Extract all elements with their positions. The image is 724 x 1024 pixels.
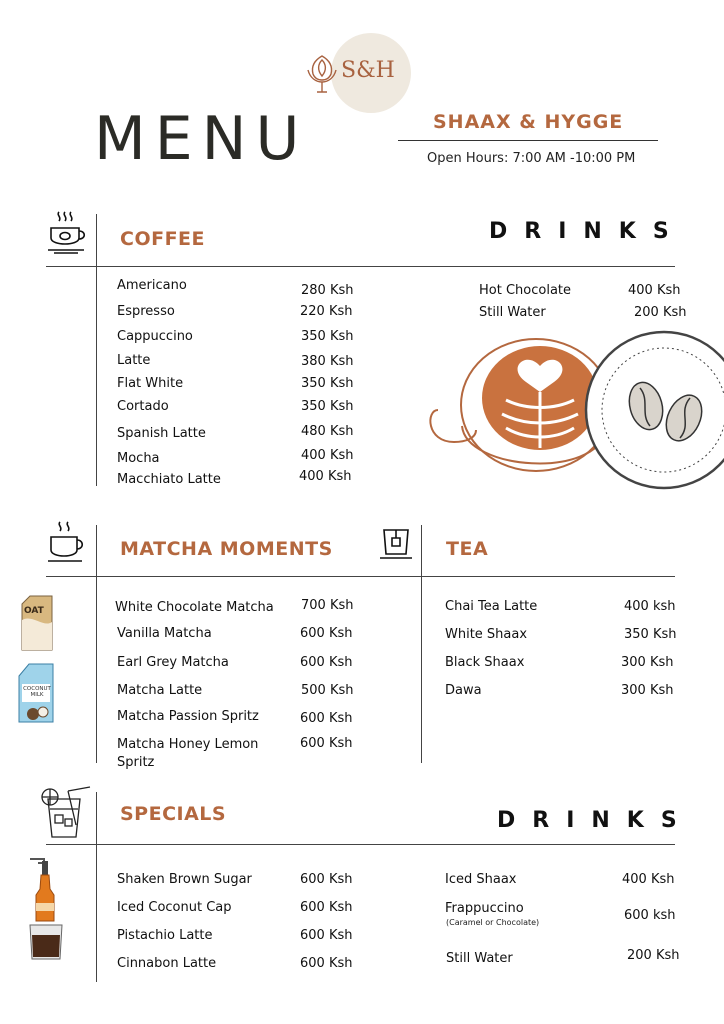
item-price: 600 Ksh — [300, 655, 353, 670]
item-price: 280 Ksh — [301, 283, 354, 298]
list-item: Macchiato Latte — [117, 472, 221, 487]
list-item: Latte — [117, 353, 151, 368]
item-price: 350 Ksh — [301, 329, 354, 344]
list-item: Iced Coconut Cap — [117, 900, 232, 915]
matcha-divider-vertical — [96, 525, 97, 763]
list-item: Frappuccino — [445, 901, 524, 916]
item-price: 400 Ksh — [301, 448, 354, 463]
list-item: Vanilla Matcha — [117, 626, 212, 641]
item-price: 350 Ksh — [301, 399, 354, 414]
iced-drink-icon — [38, 785, 94, 845]
list-item: Mocha — [117, 451, 160, 466]
list-item: Matcha Passion Spritz — [117, 709, 259, 724]
specials-divider-vertical — [96, 792, 97, 982]
coconut-milk-label: COCONUT MILK — [23, 686, 51, 698]
item-price: 300 Ksh — [621, 655, 674, 670]
item-price: 480 Ksh — [301, 424, 354, 439]
item-price: 400 Ksh — [628, 283, 681, 298]
list-item: Still Water — [446, 951, 513, 966]
list-item: Dawa — [445, 683, 482, 698]
item-price: 600 Ksh — [300, 900, 353, 915]
oat-milk-carton-icon — [18, 594, 56, 658]
item-price: 400 Ksh — [622, 872, 675, 887]
item-price: 600 Ksh — [300, 736, 353, 751]
item-price: 220 Ksh — [300, 304, 353, 319]
item-price: 600 Ksh — [300, 928, 353, 943]
list-item: Cappuccino — [117, 329, 193, 344]
item-price: 600 ksh — [624, 908, 676, 923]
specials-title: SPECIALS — [120, 803, 227, 825]
matcha-divider — [46, 576, 675, 577]
page-title: MENU — [94, 104, 309, 174]
coffee-title: COFFEE — [120, 228, 206, 250]
item-price: 500 Ksh — [301, 683, 354, 698]
item-price: 350 Ksh — [624, 627, 677, 642]
item-note: (Caramel or Chocolate) — [446, 918, 540, 927]
list-item: Chai Tea Latte — [445, 599, 538, 614]
item-price: 380 Ksh — [301, 354, 354, 369]
brand-name: SHAAX & HYGGE — [433, 111, 624, 133]
list-item: Americano — [117, 278, 187, 293]
item-price: 600 Ksh — [300, 872, 353, 887]
list-item: Iced Shaax — [445, 872, 517, 887]
list-item: Cortado — [117, 399, 169, 414]
item-price: 600 Ksh — [300, 626, 353, 641]
item-price: 200 Ksh — [634, 305, 687, 320]
list-item: Shaken Brown Sugar — [117, 872, 252, 887]
list-item: Hot Chocolate — [479, 283, 572, 298]
drinks-title-top: DRINKS — [489, 219, 686, 244]
item-price: 700 Ksh — [301, 598, 354, 613]
teacup-icon — [46, 520, 88, 568]
list-item-continued: Spritz — [117, 755, 155, 770]
list-item: Espresso — [117, 304, 175, 319]
list-item: Still Water — [479, 305, 546, 320]
item-price: 200 Ksh — [627, 948, 680, 963]
coffee-divider — [46, 266, 675, 267]
list-item: Black Shaax — [445, 655, 525, 670]
oat-label: OAT — [24, 606, 44, 616]
list-item: Pistachio Latte — [117, 928, 213, 943]
item-price: 400 ksh — [624, 599, 676, 614]
latte-art-illustration — [426, 330, 724, 499]
tea-glass-icon — [378, 524, 414, 566]
brand-divider — [398, 140, 658, 141]
list-item: Matcha Latte — [117, 683, 203, 698]
list-item: Earl Grey Matcha — [117, 655, 229, 670]
list-item: Spanish Latte — [117, 426, 206, 441]
drinks-title-bottom: DRINKS — [497, 808, 694, 833]
tea-title: TEA — [446, 538, 489, 560]
tea-divider-vertical — [421, 525, 422, 763]
syrup-bottle-icon — [26, 855, 66, 969]
matcha-title: MATCHA MOMENTS — [120, 538, 333, 560]
item-price: 350 Ksh — [301, 376, 354, 391]
logo-text: S&H — [341, 58, 395, 83]
item-price: 400 Ksh — [299, 469, 352, 484]
open-hours: Open Hours: 7:00 AM -10:00 PM — [427, 151, 636, 166]
list-item: Flat White — [117, 376, 184, 391]
list-item: White Chocolate Matcha — [115, 600, 274, 615]
list-item: White Shaax — [445, 627, 528, 642]
coffee-cup-icon — [46, 210, 88, 260]
list-item: Matcha Honey Lemon — [117, 737, 259, 752]
coffee-divider-vertical — [96, 214, 97, 486]
item-price: 600 Ksh — [300, 711, 353, 726]
list-item: Cinnabon Latte — [117, 956, 217, 971]
logo-emblem-icon — [305, 52, 339, 98]
item-price: 600 Ksh — [300, 956, 353, 971]
item-price: 300 Ksh — [621, 683, 674, 698]
specials-divider — [46, 844, 675, 845]
